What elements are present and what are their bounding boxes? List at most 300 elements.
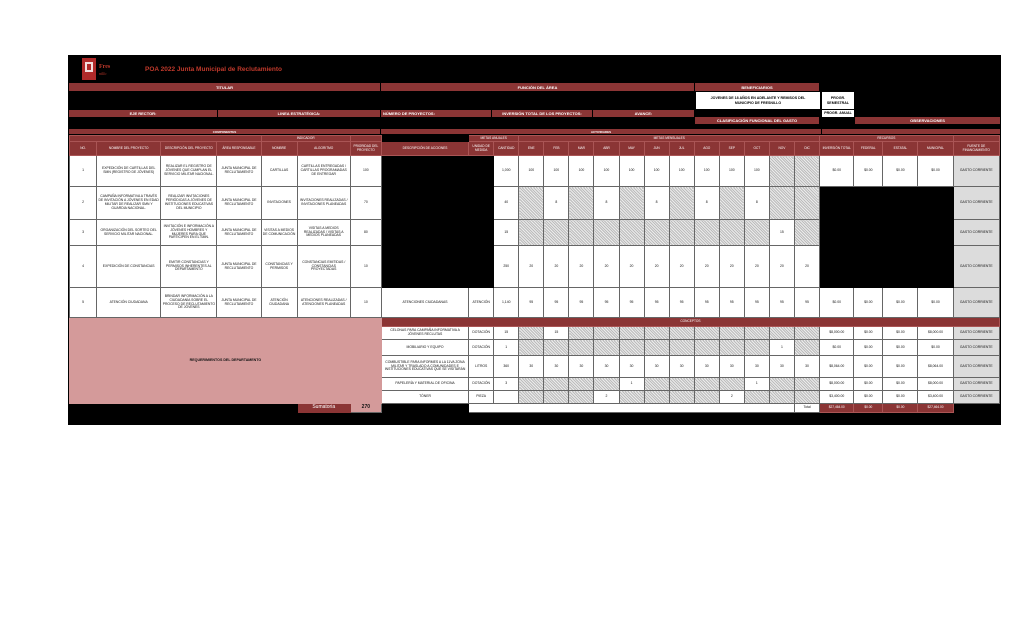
municipal-amount — [918, 246, 953, 288]
projects-table — [69, 135, 1000, 413]
monthly-goal — [594, 327, 619, 340]
requirement-unit: LITROS — [469, 356, 494, 378]
requirement-unit: DOTACIÓN — [469, 327, 494, 340]
requirement-quantity: 3 — [494, 378, 519, 391]
monthly-goal — [769, 391, 794, 404]
monthly-goal: 20 — [519, 246, 544, 288]
column-header-nombre: NOMBRE — [261, 142, 297, 156]
municipal-amount — [918, 187, 953, 220]
municipal-amount: $8,064.00 — [918, 356, 953, 378]
monthly-goal — [544, 340, 569, 356]
totals-row — [70, 404, 1000, 413]
monthly-goal — [644, 340, 669, 356]
monthly-goal: 20 — [694, 246, 719, 288]
table-row — [70, 288, 1000, 318]
monthly-goal — [769, 156, 794, 187]
monthly-goal — [744, 340, 769, 356]
monthly-goal: 20 — [644, 246, 669, 288]
monthly-goal — [544, 220, 569, 246]
monthly-goal: 30 — [544, 356, 569, 378]
monthly-goal — [519, 378, 544, 391]
requirement-unit: DOTACIÓN — [469, 340, 494, 356]
monthly-goal — [744, 327, 769, 340]
month-header: AGO — [694, 142, 719, 156]
monthly-goal: 1 — [619, 378, 644, 391]
project-description: REALIZAR INVITACIONES PERIÓDICAS A JÓVENES DE INSTITUCIONES EDUCATIVAS DEL MUNICIPIO — [161, 187, 217, 220]
state-amount: $0.00 — [883, 391, 918, 404]
svg-text:Fres: Fres — [99, 64, 111, 70]
requirement-concept: COMBUSTIBLE PARA INFORMES A LA 11VA ZONA MILITAR Y TRASLADO A COMUNIDADES E INSTITUCIONES EDUCATIVAS QUE SE VISITARÁN — [381, 356, 468, 378]
requirement-quantity: 1 — [494, 340, 519, 356]
month-header: SEP — [719, 142, 744, 156]
monthly-goal — [694, 327, 719, 340]
requirement-unit: PIEZA — [469, 391, 494, 404]
project-number: 2 — [70, 187, 97, 220]
funding-source: GASTO CORRIENTE — [953, 220, 999, 246]
state-amount — [883, 220, 918, 246]
monthly-goal: 20 — [619, 246, 644, 288]
project-name: CAMPAÑA INFORMATIVA A TRAVÉS DE INVITACIÓN A JÓVENES EN EDAD MILITAR DE REALIZAR SMN Y GUARDIA NACIONAL. — [97, 187, 161, 220]
state-amount: $0.00 — [883, 156, 918, 187]
monthly-goal: 2 — [594, 391, 619, 404]
monthly-goal: 100 — [744, 156, 769, 187]
monthly-goal: 30 — [794, 356, 819, 378]
monthly-goal: 15 — [544, 327, 569, 340]
municipal-amount: $0.00 — [918, 156, 953, 187]
monthly-goal: 95 — [519, 288, 544, 318]
totals-blank — [381, 404, 468, 413]
state-amount: $0.00 — [883, 356, 918, 378]
monthly-goal — [694, 220, 719, 246]
monthly-goal — [669, 327, 694, 340]
federal-amount: $0.00 — [854, 288, 883, 318]
funding-source: GASTO CORRIENTE — [953, 288, 999, 318]
total-investment — [820, 220, 854, 246]
federal-amount: $0.00 — [854, 327, 883, 340]
monthly-goal — [519, 220, 544, 246]
monthly-goal: 30 — [569, 356, 594, 378]
indicator-algorithm: INVITACIONES REALIZADAS / INVITACIONES PLANEADAS — [297, 187, 350, 220]
monthly-goal — [569, 220, 594, 246]
beneficiarios-header: BENEFICIARIOS — [695, 83, 819, 91]
monthly-goal — [544, 391, 569, 404]
unit-of-measure — [469, 187, 494, 220]
requirement-quantity: 15 — [494, 327, 519, 340]
monthly-goal: 20 — [769, 246, 794, 288]
monthly-goal — [644, 378, 669, 391]
monthly-goal — [544, 378, 569, 391]
column-header-fuente: FUENTE DE FINANCIAMIENTO — [953, 142, 999, 156]
column-header-federal: FEDERAL — [854, 142, 883, 156]
concepts-label: CONCEPTOS — [381, 318, 999, 327]
requirement-concept: CELONAS PARA CAMPAÑA INFORMATIVA A JÓVENES RECLUTAS — [381, 327, 468, 340]
column-header-descripcion-proyecto: DESCRIPCIÓN DEL PROYECTO — [161, 142, 217, 156]
monthly-goal: 95 — [769, 288, 794, 318]
monthly-goal: 95 — [744, 288, 769, 318]
annual-quantity: 1,000 — [494, 156, 519, 187]
project-number: 4 — [70, 246, 97, 288]
monthly-goal — [794, 187, 819, 220]
month-header: DIC — [794, 142, 819, 156]
project-priority: 100 — [350, 156, 381, 187]
indicator-algorithm: CARTILLAS ENTREGADAS / CARTILLAS PROGRAMADAS DE ENTREGAR — [297, 156, 350, 187]
funding-source: GASTO CORRIENTE — [953, 187, 999, 220]
monthly-goal — [794, 391, 819, 404]
funding-source: GASTO CORRIENTE — [953, 391, 999, 404]
project-description: EMITIR CONSTANCIAS Y PERMISOS INHERENTES AL DEPARTAMENTO — [161, 246, 217, 288]
totals-blank — [469, 404, 795, 413]
monthly-goal: 100 — [719, 156, 744, 187]
monthly-goal: 100 — [694, 156, 719, 187]
column-header-inversion-total: INVERSIÓN TOTAL — [820, 142, 854, 156]
action-description — [381, 220, 468, 246]
project-number: 1 — [70, 156, 97, 187]
column-header-municipal: MUNICIPAL — [918, 142, 953, 156]
monthly-goal: 30 — [519, 356, 544, 378]
unit-of-measure — [469, 156, 494, 187]
monthly-goal: 95 — [794, 288, 819, 318]
monthly-goal — [794, 340, 819, 356]
monthly-goal — [619, 327, 644, 340]
action-description — [381, 156, 468, 187]
monthly-goal — [619, 340, 644, 356]
monthly-goal: 100 — [669, 156, 694, 187]
project-priority: 10 — [350, 288, 381, 318]
annual-quantity: 40 — [494, 187, 519, 220]
svg-text:nillo: nillo — [99, 71, 107, 76]
prog-anual: PROGR. ANUAL — [822, 110, 854, 117]
numero-proyectos-label: NÚMERO DE PROYECTOS: — [381, 110, 491, 117]
monthly-goal — [719, 220, 744, 246]
project-name: ATENCIÓN CIUDADANA — [97, 288, 161, 318]
responsible-area: JUNTA MUNICIPAL DE RECLUTAMIENTO — [217, 288, 261, 318]
metas-mensuales-header: METAS MENSUALES — [519, 136, 820, 142]
federal-amount — [854, 220, 883, 246]
monthly-goal — [719, 327, 744, 340]
monthly-goal: 8 — [694, 187, 719, 220]
federal-amount — [854, 246, 883, 288]
monthly-goal — [569, 340, 594, 356]
table-row — [70, 156, 1000, 187]
month-header: MAR — [569, 142, 594, 156]
table-row — [70, 220, 1000, 246]
header-row — [70, 142, 1000, 156]
monthly-goal: 20 — [794, 246, 819, 288]
monthly-goal: 95 — [694, 288, 719, 318]
monthly-goal: 8 — [544, 187, 569, 220]
federal-amount — [854, 187, 883, 220]
monthly-goal: 1 — [769, 340, 794, 356]
total-federal-sum: $0.00 — [854, 404, 883, 413]
month-header: ABR — [594, 142, 619, 156]
state-amount: $0.00 — [883, 288, 918, 318]
project-number: 3 — [70, 220, 97, 246]
monthly-goal: 95 — [544, 288, 569, 318]
monthly-goal — [519, 327, 544, 340]
monthly-goal — [669, 220, 694, 246]
monthly-goal — [594, 340, 619, 356]
requirement-concept: MOBILIARIO Y EQUIPO — [381, 340, 468, 356]
monthly-goal: 100 — [544, 156, 569, 187]
column-header-unidad-medida: UNIDAD DE MEDIDA — [469, 142, 494, 156]
monthly-goal: 20 — [569, 246, 594, 288]
monthly-goal — [619, 391, 644, 404]
monthly-goal: 30 — [619, 356, 644, 378]
page-title: POA 2022 Junta Municipal de Reclutamiento — [145, 66, 283, 73]
column-header-nombre-proyecto: NOMBRE DEL PROYECTO — [97, 142, 161, 156]
project-name: EXPEDICIÓN DE CARTILLAS DEL SMN (REGISTRO DE JÓVENES) — [97, 156, 161, 187]
indicator-name: CARTILLAS — [261, 156, 297, 187]
project-name: ORGANIZACIÓN DEL SORTEO DEL SERVICIO MILITAR NACIONAL. — [97, 220, 161, 246]
monthly-goal — [569, 391, 594, 404]
project-description: INVITACIÓN E INFORMACIÓN A JÓVENES HOMBRES Y MUJERES PARA QUE PARTICIPEN EN EL SMN. — [161, 220, 217, 246]
state-amount: $0.00 — [883, 340, 918, 356]
month-header: NOV — [769, 142, 794, 156]
recursos-spacer — [822, 129, 1000, 134]
monthly-goal: 30 — [744, 356, 769, 378]
project-name: EXPEDICIÓN DE CONSTANCIAS — [97, 246, 161, 288]
linea-estrategica-label: LINEA ESTRATÉGICA: — [218, 110, 380, 117]
monthly-goal — [669, 391, 694, 404]
column-header-descripcion-acciones: DESCRIPCIÓN DE ACCIONES — [381, 142, 468, 156]
monthly-goal — [644, 327, 669, 340]
total-state-sum: $0.00 — [883, 404, 918, 413]
federal-amount: $0.00 — [854, 156, 883, 187]
responsible-area: JUNTA MUNICIPAL DE RECLUTAMIENTO — [217, 187, 261, 220]
total-investment: $0.00 — [820, 340, 854, 356]
monthly-goal — [794, 378, 819, 391]
requirement-unit: DOTACIÓN — [469, 378, 494, 391]
project-priority: 70 — [350, 187, 381, 220]
clasificacion-label: CLASIFICACIÓN FUNCIONAL DEL GASTO — [695, 117, 819, 124]
total-investment — [820, 187, 854, 220]
monthly-goal — [694, 340, 719, 356]
municipal-amount: $0.00 — [918, 340, 953, 356]
month-header: ENE — [519, 142, 544, 156]
funding-source: GASTO CORRIENTE — [953, 156, 999, 187]
annual-quantity: 250 — [494, 246, 519, 288]
requirements-label: REQUERIMIENTOS DEL DEPARTAMENTO — [70, 318, 382, 404]
monthly-goal: 100 — [619, 156, 644, 187]
monthly-goal — [519, 340, 544, 356]
total-investment-sum: $27,464.00 — [820, 404, 854, 413]
monthly-goal: 20 — [744, 246, 769, 288]
funding-source: GASTO CORRIENTE — [953, 327, 999, 340]
monthly-goal: 1 — [744, 378, 769, 391]
monthly-goal: 30 — [594, 356, 619, 378]
monthly-goal: 20 — [719, 246, 744, 288]
total-investment: $8,064.00 — [820, 356, 854, 378]
annual-quantity: 15 — [494, 220, 519, 246]
month-header: MAY — [619, 142, 644, 156]
beneficiarios-value: JOVENES DE 18 AÑOS EN ADELANTE Y REMISOS DEL MUNICIPIO DE FRESNILLO — [696, 92, 820, 109]
month-header: JUL — [669, 142, 694, 156]
monthly-goal — [619, 220, 644, 246]
project-priority: 10 — [350, 246, 381, 288]
monthly-goal — [569, 187, 594, 220]
monthly-goal — [769, 378, 794, 391]
municipal-amount — [918, 220, 953, 246]
month-header: OCT — [744, 142, 769, 156]
table-row — [70, 187, 1000, 220]
indicator-algorithm: VISITAS A MEDIOS REALIZADAS / VISITAS A MEDIOS PLANEADAS — [297, 220, 350, 246]
monthly-goal: 100 — [569, 156, 594, 187]
funding-source: GASTO CORRIENTE — [953, 246, 999, 288]
column-header-area-responsable: ÁREA RESPONSABLE — [217, 142, 261, 156]
componentes-label: COMPONENTES — [69, 129, 380, 134]
monthly-goal — [669, 378, 694, 391]
monthly-goal — [519, 187, 544, 220]
project-description: BRINDAR INFORMACIÓN A LA CIUDADANÍA SOBRE EL PROCESO DE RECLUTAMIENTO DE JÓVENES — [161, 288, 217, 318]
monthly-goal — [594, 220, 619, 246]
total-label: Total — [794, 404, 819, 413]
monthly-goal: 95 — [619, 288, 644, 318]
column-header-estatal: ESTATAL — [883, 142, 918, 156]
monthly-goal: 100 — [644, 156, 669, 187]
monthly-goal: 95 — [594, 288, 619, 318]
state-amount: $0.00 — [883, 327, 918, 340]
totals-blank — [70, 404, 298, 413]
action-description — [381, 187, 468, 220]
responsible-area: JUNTA MUNICIPAL DE RECLUTAMIENTO — [217, 220, 261, 246]
monthly-goal: 30 — [769, 356, 794, 378]
monthly-goal — [719, 378, 744, 391]
project-description: REALIZAR EL REGISTRO DE JÓVENES QUE CUMPLAN EL SERVICIO MILITAR NACIONAL. — [161, 156, 217, 187]
requirement-concept: TÓNER — [381, 391, 468, 404]
municipal-logo — [82, 58, 128, 80]
totals-blank — [953, 404, 999, 413]
state-amount: $0.00 — [883, 378, 918, 391]
monthly-goal — [794, 220, 819, 246]
column-header-cantidad: CANTIDAD — [494, 142, 519, 156]
federal-amount: $0.00 — [854, 391, 883, 404]
monthly-goal — [569, 327, 594, 340]
observaciones-label: OBSERVACIONES — [855, 117, 1000, 124]
funding-source: GASTO CORRIENTE — [953, 378, 999, 391]
total-investment: $3,400.00 — [820, 391, 854, 404]
monthly-goal: 20 — [594, 246, 619, 288]
monthly-goal — [794, 156, 819, 187]
monthly-goal — [669, 340, 694, 356]
total-investment: $8,000.00 — [820, 327, 854, 340]
monthly-goal — [519, 391, 544, 404]
unit-of-measure: ATENCIÓN — [469, 288, 494, 318]
funcion-header: FUNCIÓN DEL ÁREA — [381, 83, 694, 91]
monthly-goal — [794, 327, 819, 340]
project-priority: 80 — [350, 220, 381, 246]
annual-quantity: 1,140 — [494, 288, 519, 318]
monthly-goal: 8 — [594, 187, 619, 220]
federal-amount: $0.00 — [854, 340, 883, 356]
responsible-area: JUNTA MUNICIPAL DE RECLUTAMIENTO — [217, 246, 261, 288]
monthly-goal — [719, 340, 744, 356]
monthly-goal — [619, 187, 644, 220]
indicator-name: CONSTANCIAS Y PERMISOS — [261, 246, 297, 288]
total-investment: $0.00 — [820, 288, 854, 318]
eje-rector-label: EJE RECTOR: — [69, 110, 217, 117]
indicator-name: INVITACIONES — [261, 187, 297, 220]
state-amount — [883, 187, 918, 220]
sumatoria-label: Sumatoria — [297, 404, 350, 413]
month-header: JUN — [644, 142, 669, 156]
monthly-goal: 2 — [719, 391, 744, 404]
monthly-goal — [594, 378, 619, 391]
indicador-header: INDICADOR — [261, 136, 350, 142]
requirement-concept: PAPELERÍA Y MATERIAL DE OFICINA — [381, 378, 468, 391]
monthly-goal: 30 — [644, 356, 669, 378]
project-number: 5 — [70, 288, 97, 318]
monthly-goal: 95 — [569, 288, 594, 318]
total-municipal-sum: $27,464.00 — [918, 404, 953, 413]
federal-amount: $0.00 — [854, 378, 883, 391]
federal-amount: $0.00 — [854, 356, 883, 378]
avance-label: AVANCE: — [593, 110, 694, 117]
state-amount — [883, 246, 918, 288]
month-header: FEB — [544, 142, 569, 156]
monthly-goal — [744, 391, 769, 404]
monthly-goal: 30 — [694, 356, 719, 378]
monthly-goal: 20 — [544, 246, 569, 288]
monthly-goal — [569, 378, 594, 391]
monthly-goal — [744, 220, 769, 246]
monthly-goal: 30 — [719, 356, 744, 378]
indicator-name: ATENCIÓN CIUDADANA — [261, 288, 297, 318]
metas-anuales-header: METAS ANUALES — [469, 136, 519, 142]
indicator-name: VISITAS A MEDIOS DE COMUNICACIÓN — [261, 220, 297, 246]
recursos-header: RECURSOS — [820, 136, 953, 142]
municipal-amount: $8,000.00 — [918, 327, 953, 340]
responsible-area: JUNTA MUNICIPAL DE RECLUTAMIENTO — [217, 156, 261, 187]
titular-header: TITULAR — [69, 83, 380, 91]
monthly-goal: 100 — [519, 156, 544, 187]
monthly-goal: 8 — [744, 187, 769, 220]
monthly-goal — [769, 327, 794, 340]
monthly-goal — [719, 187, 744, 220]
column-header-no: NO. — [70, 142, 97, 156]
monthly-goal — [644, 220, 669, 246]
table-row — [70, 318, 1000, 327]
municipal-amount: $0.00 — [918, 288, 953, 318]
indicator-algorithm: ATENCIONES REALIZADAS / ATENCIONES PLANEADAS — [297, 288, 350, 318]
monthly-goal: 95 — [644, 288, 669, 318]
table-row — [70, 246, 1000, 288]
total-investment — [820, 246, 854, 288]
monthly-goal — [644, 391, 669, 404]
column-header-algoritmo: ALGORITMO — [297, 142, 350, 156]
monthly-goal: 30 — [669, 356, 694, 378]
action-description: ATENCIONES CIUDADANAS — [381, 288, 468, 318]
actividades-label: ACTIVIDADES — [381, 129, 821, 134]
indicator-algorithm: CONSTANCIAS EMITIDAS / CONSTANCIAS PROYECTADAS — [297, 246, 350, 288]
column-header-prioridad: PRIORIDAD DEL PROYECTO — [350, 142, 381, 156]
requirement-quantity: 360 — [494, 356, 519, 378]
municipal-amount: $8,000.00 — [918, 378, 953, 391]
requirement-quantity — [494, 391, 519, 404]
monthly-goal: 20 — [669, 246, 694, 288]
funding-source: GASTO CORRIENTE — [953, 356, 999, 378]
monthly-goal — [669, 187, 694, 220]
prog-semestral: PROGR. SEMESTRAL — [822, 92, 854, 109]
sumatoria-value: 270 — [350, 404, 381, 413]
inversion-total-label: INVERSIÓN TOTAL DE LOS PROYECTOS: — [492, 110, 592, 117]
total-investment: $8,000.00 — [820, 378, 854, 391]
monthly-goal — [694, 378, 719, 391]
monthly-goal: 95 — [669, 288, 694, 318]
monthly-goal — [694, 391, 719, 404]
action-description — [381, 246, 468, 288]
monthly-goal — [769, 187, 794, 220]
monthly-goal: 15 — [769, 220, 794, 246]
